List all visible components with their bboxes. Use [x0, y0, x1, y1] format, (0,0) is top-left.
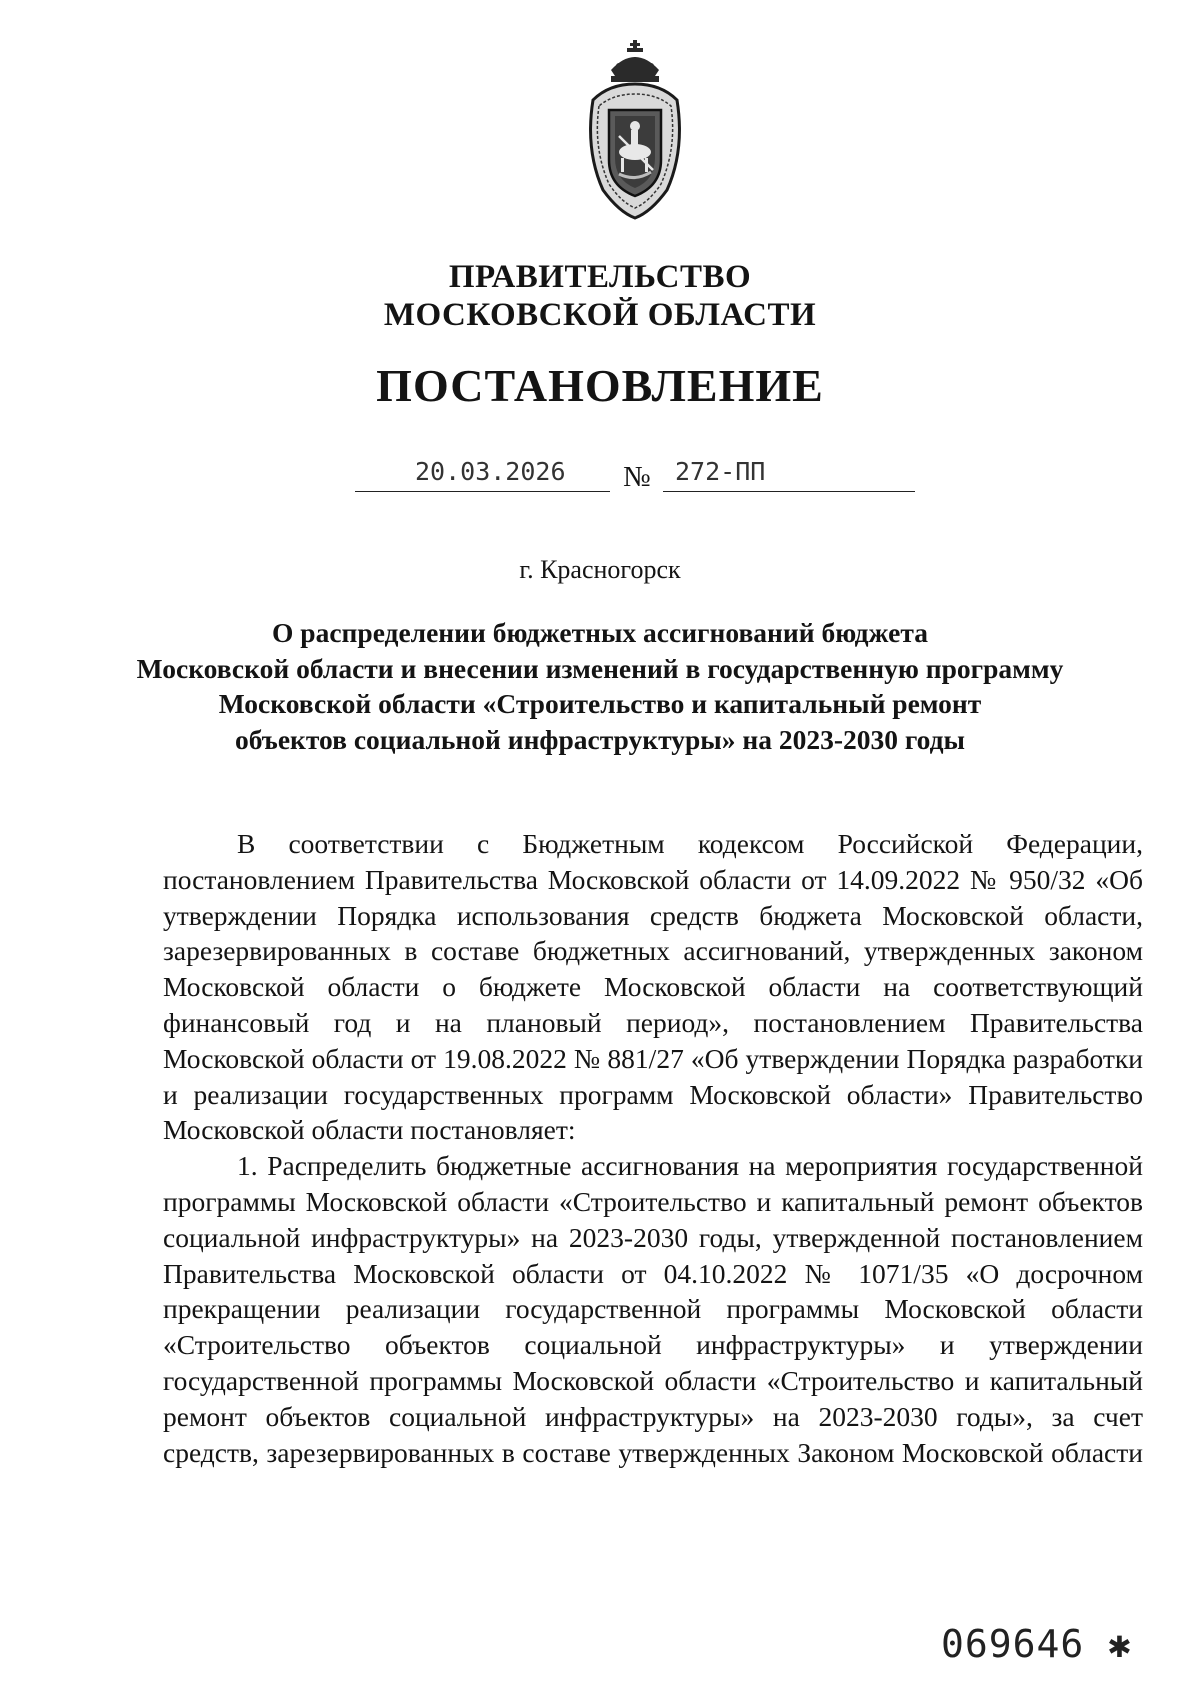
document-date: 20.03.2026 — [415, 457, 566, 486]
title-line-2: Московской области и внесении изменений в государственную программу — [136, 652, 1064, 684]
document-type: ПОСТАНОВЛЕНИЕ — [376, 360, 824, 411]
city: г. Красногорск — [519, 555, 681, 584]
number-underline — [663, 491, 915, 492]
title-line-4: объектов социальной инфраструктуры» на 2023-2030 годы — [234, 723, 966, 755]
number-sign: № — [623, 461, 651, 493]
issuing-authority — [0, 258, 1200, 334]
date-underline — [355, 491, 610, 492]
title-line-1: О распределении бюджетных ассигнований бюджета — [272, 617, 928, 648]
serial-number: 069646 ✱ — [940, 1622, 1132, 1666]
title-line-3: Московской области «Строительство и капитальный ремонт — [218, 688, 982, 719]
registration-row — [355, 455, 915, 495]
body-paragraph-2: 1. Распределить бюджетные ассигнования на мероприятия государственной программы Московской области «Строительство и капитальный ремонт объектов социальной инфраструктуры» на 2023-2030 годы, утвержденной постановлением Правительства Московской области от 04.10.2022 № 1071/35 «О досрочном прекращении реализации государственной программы Московской области «Строительство объектов социальной инфраструктуры» и утверждении государственной программы Московской области «Строительство и капитальный ремонт объектов социальной инфраструктуры» на 2023-2030 годы», за счет средств, зарезервированных в составе утвержденных Законом Московской области — [163, 1150, 1143, 1468]
authority-line-1: ПРАВИТЕЛЬСТВО — [448, 259, 752, 295]
body-paragraph-1: В соответствии с Бюджетным кодексом Российской Федерации, постановлением Правительства Московской области от 14.09.2022 № 950/32 «Об утверждении Порядка использования средств бюджета Московской области, зарезервированных в составе бюджетных ассигнований, утвержденных законом Московской области о бюджете Московской области на соответствующий финансовый год и на плановый период», постановлением Правительства Московской области от 19.08.2022 № 881/27 «Об утверждении Порядка разработки и реализации государственных программ Московской области» Правительство Московской области постановляет: — [163, 828, 1143, 1146]
coat-of-arms-icon — [575, 40, 695, 222]
document-title — [0, 615, 1200, 757]
document-body — [163, 826, 1143, 1470]
document-number: 272-ПП — [675, 457, 766, 486]
authority-line-2: МОСКОВСКОЙ ОБЛАСТИ — [383, 297, 817, 333]
